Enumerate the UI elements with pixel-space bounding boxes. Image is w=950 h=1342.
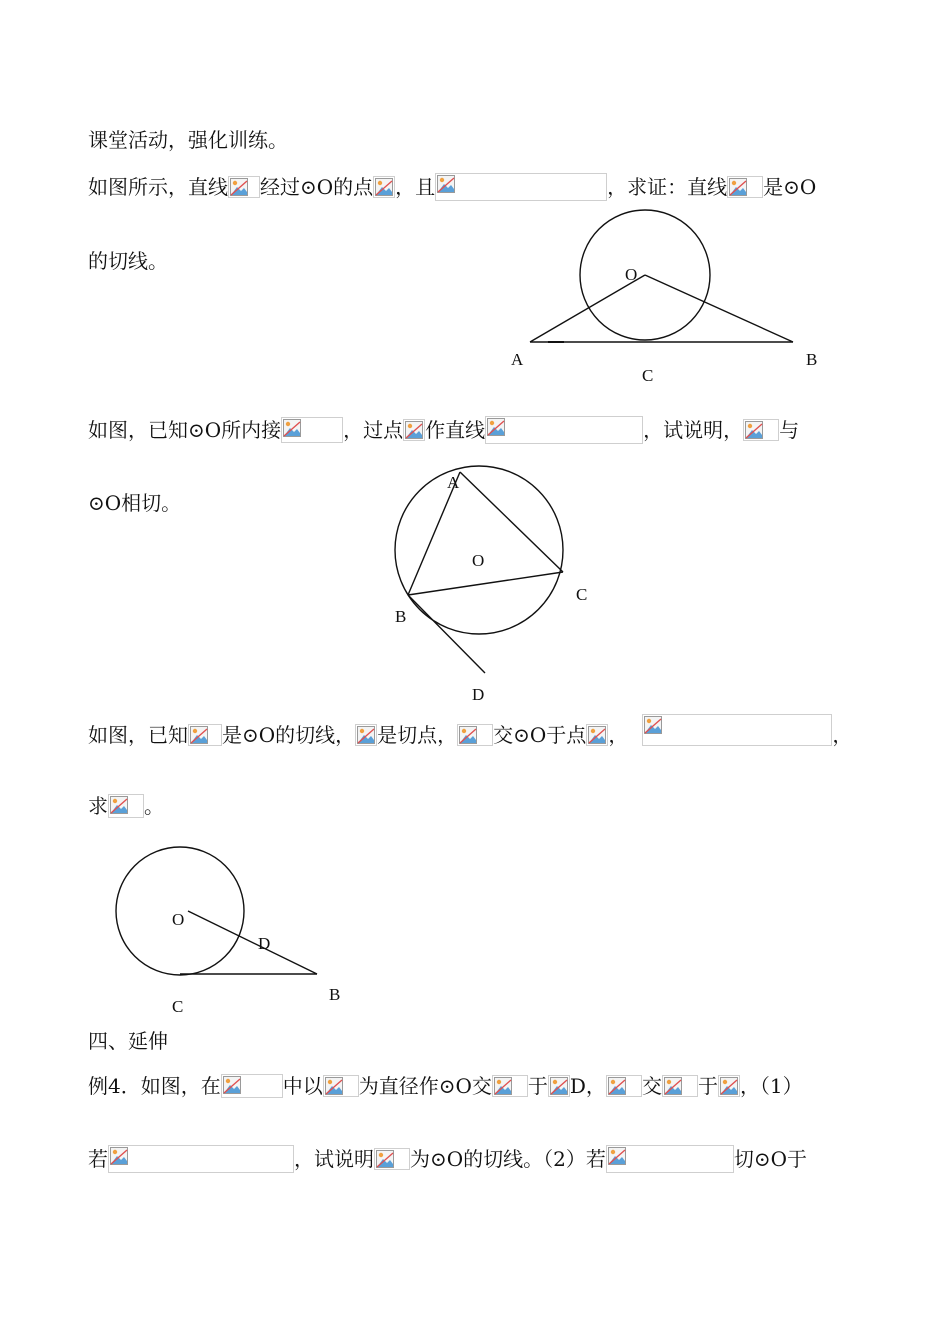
figure-2-label-o: O: [472, 551, 485, 570]
problem-3-line-1: 如图，已知 是⊙O的切线， 是切点， 交⊙O于点 ， ，: [88, 718, 852, 750]
broken-image-placeholder: [606, 1075, 642, 1097]
problem-2-line-1: 如图，已知⊙O所内接 ，过点 作直线 ，试说明， 与: [88, 417, 800, 442]
figure-1-label-o: O: [625, 265, 638, 284]
section-4-heading: 四、延伸: [88, 1028, 168, 1053]
broken-image-placeholder: [108, 1145, 294, 1173]
figure-2-label-c: C: [576, 585, 588, 604]
figure-3-line-ob: [188, 911, 317, 974]
problem-2-line-2: ⊙O相切。: [88, 490, 182, 515]
problem-3-line-2: 求 。: [88, 793, 164, 818]
broken-image-icon: [325, 1077, 343, 1095]
figure-3-label-b: B: [329, 985, 341, 1004]
broken-image-placeholder: [548, 1075, 570, 1097]
broken-image-placeholder: [662, 1075, 698, 1097]
broken-image-icon: [608, 1147, 626, 1165]
section-heading: 课堂活动，强化训练。: [88, 127, 288, 152]
broken-image-icon: [376, 1150, 394, 1168]
figure-2-label-b: B: [395, 607, 407, 626]
broken-image-placeholder: [492, 1075, 528, 1097]
figure-1-label-b: B: [806, 350, 818, 369]
figure-3-label-o: O: [172, 910, 185, 929]
broken-image-icon: [720, 1077, 738, 1095]
broken-image-placeholder: [374, 1148, 410, 1170]
problem-1-line-2: 的切线。: [88, 248, 168, 273]
example-4-line-2: 若 ，试说明 为⊙O的切线。（2）若 切⊙O于: [88, 1146, 808, 1171]
broken-image-icon: [223, 1076, 241, 1094]
figure-3-label-c: C: [172, 997, 184, 1016]
broken-image-icon: [550, 1077, 568, 1095]
figure-1-label-a: A: [511, 350, 524, 369]
figure-3-label-d: D: [258, 934, 271, 953]
broken-image-placeholder: [606, 1145, 734, 1173]
broken-image-placeholder: [323, 1075, 359, 1097]
broken-image-icon: [608, 1077, 626, 1095]
broken-image-icon: [110, 1147, 128, 1165]
broken-image-icon: [664, 1077, 682, 1095]
figure-2-label-d: D: [472, 685, 485, 704]
broken-image-placeholder: [718, 1075, 740, 1097]
problem-1-line-1: 如图所示，直线 经过⊙O的点 ，且 ，求证：直线 是⊙O: [88, 174, 817, 199]
broken-image-placeholder: [221, 1074, 283, 1098]
example-4-line-1: 例4．如图，在 中以 为直径作⊙O交 于 D， 交 于 ，（1）: [88, 1073, 803, 1098]
figure-1-label-c: C: [642, 366, 654, 385]
broken-image-icon: [494, 1077, 512, 1095]
figure-2-label-a: A: [447, 473, 460, 492]
